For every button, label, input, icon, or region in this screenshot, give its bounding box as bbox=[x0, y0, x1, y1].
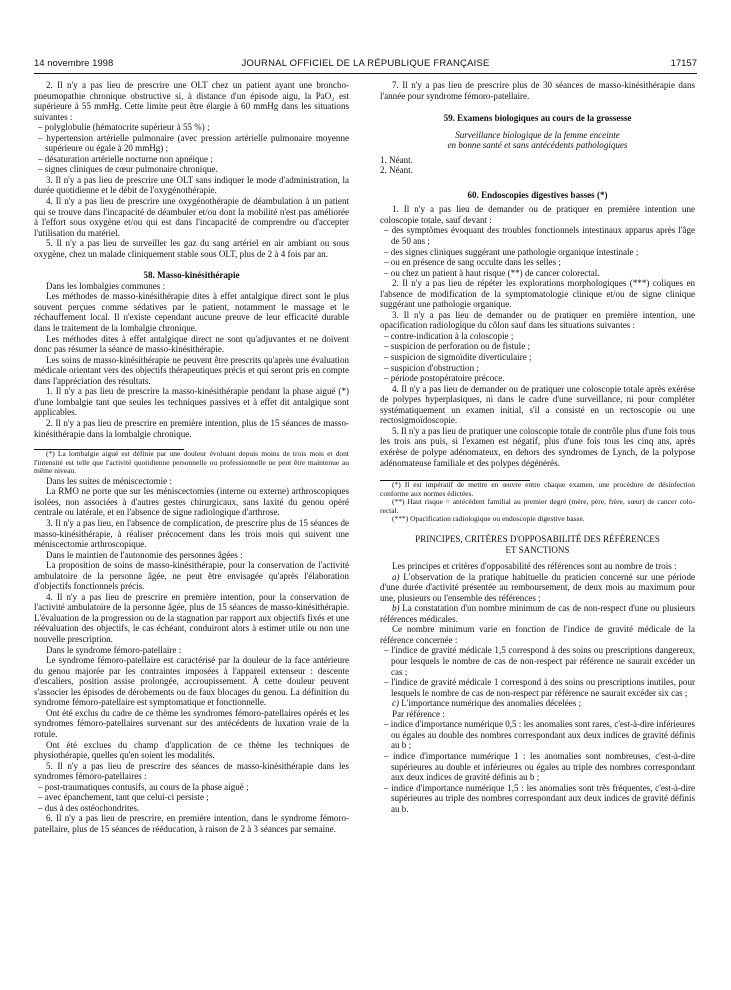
list-item: – suspicion de sigmoïdite diverticulaire ; bbox=[380, 352, 695, 363]
paragraph: Ont été exclues du champ d'application de ce thème les techniques de physiothérapie, quelles qu'en soient les modalités. bbox=[34, 739, 349, 761]
list-item: – indice d'importance numérique 1 : les anomalies sont nombreuses, c'est-à-dire supérieures au double et inférieures ou égales au triple des nombres correspondant aux deux indices de gravité définis au b ; bbox=[380, 751, 695, 783]
paragraph: 4. Il n'y a pas lieu de prescrire en première intention, pour la conservation de l'activité ambulatoire de la personne âgée, plus de 15 séances de masso-kinésithérapie. L'évaluation de la progression ou de la stagnation par rapport aux objectifs fixés et une réévaluation des objectifs, le cas échéant, conduiront alors à estimer utile ou non une nouvelle prescription. bbox=[34, 591, 349, 645]
item-letter: b) bbox=[392, 603, 400, 614]
list-item: – dus à des ostéochondrites. bbox=[34, 803, 349, 814]
principles-heading: PRINCIPES, CRITÈRES D'OPPOSABILITÉ DES RÉFÉRENCES bbox=[415, 534, 660, 545]
list-item: – désaturation artérielle nocturne non apnéique ; bbox=[34, 154, 349, 165]
page-header bbox=[34, 58, 697, 72]
principles-heading: ET SANCTIONS bbox=[505, 544, 570, 555]
paragraph: 2. Il n'y a pas lieu de répéter les explorations morphologiques (***) coliques en l'absence de modification de la symptomatologie clinique et/ou de signe clinique suggérant une pathologie organique. bbox=[380, 278, 695, 310]
list-item: – suspicion d'obstruction ; bbox=[380, 363, 695, 374]
paragraph: Le syndrome fémoro-patellaire est caractérisé par la douleur de la face antérieure du genou majorée par les contraintes imposées à l'appareil extenseur : descente d'escaliers, position assise prolongée, accroupissement. À cette douleur peuvent s'associer les épisodes de dérobements ou de faux blocages du genou. La définition du syndrome fémoro-patellaire est symptomatique et fonctionnelle. bbox=[34, 655, 349, 708]
list-item: – l'indice de gravité médicale 1 correspond à des soins ou prescriptions inutiles, pour lesquels le nombre de cas de non-respect par référence ne saurait excéder six cas ; bbox=[380, 677, 695, 698]
paragraph: 3. Il n'y a pas lieu de prescrire une OLT sans indiquer le mode d'administration, la durée quotidienne et le débit de l'oxygénothérapie. bbox=[34, 174, 349, 196]
paragraph: Dans les suites de méniscectomie : bbox=[46, 475, 172, 486]
subheading: en bonne santé et sans antécédents pathologiques bbox=[447, 140, 628, 151]
list-opacification-situations bbox=[380, 331, 695, 384]
paragraph: 1. Il n'y a pas lieu de prescrire la masso-kinésithérapie pendant la phase aiguë (*) d'une lombalgie tant que seules les techniques passives et à effet dit antalgique sont applicables. bbox=[34, 386, 349, 418]
paragraph: 6. Il n'y a pas lieu de prescrire, en première intention, dans le syndrome fémoro-patellaire, plus de 15 séances de rééducation, à raison de 2 à 3 séances par semaine. bbox=[34, 813, 349, 834]
header-page-number: 17157 bbox=[670, 58, 697, 69]
item-none: 2. Néant. bbox=[380, 165, 413, 176]
item-letter: a) bbox=[392, 571, 400, 582]
list-item: – l'indice de gravité médicale 1,5 correspond à des soins ou prescriptions dangereux, pour lesquels le nombre de cas de non-respect par référence ne saurait excéder un cas ; bbox=[380, 645, 695, 677]
header-date: 14 novembre 1998 bbox=[34, 58, 114, 69]
paragraph: 2. Il n'y a pas lieu de prescrire une OLT chez un patient ayant une broncho-pneumopathie chronique obstructive si, à distance d'un épisode aigu, la PaO₂ est supérieure à 55 mmHg. Cette limite peut être élargie à 60 mmHg dans les situations suivantes : bbox=[34, 80, 349, 122]
item-letter: c) bbox=[392, 698, 400, 709]
paragraph: Les soins de masso-kinésithérapie ne peuvent être prescrits qu'après une évaluation médicale orientant vers des objectifs thérapeutiques précis et qui seront pris en compte dans l'appréciation des résultats. bbox=[34, 354, 349, 386]
list-item: – ou chez un patient à haut risque (**) de cancer colorectal. bbox=[380, 268, 695, 279]
list-oxygen-conditions bbox=[34, 122, 349, 175]
right-column bbox=[380, 80, 695, 814]
paragraph: 7. Il n'y a pas lieu de prescrire plus de 30 séances de masso-kinésithérapie dans l'année pour syndrome fémoro-patellaire. bbox=[380, 80, 695, 101]
paragraph: Ce nombre minimum varie en fonction de l'indice de gravité médicale de la référence concernée : bbox=[380, 624, 695, 645]
paragraph: Dans le syndrome fémoro-patellaire : bbox=[46, 644, 182, 655]
paragraph: La proposition de soins de masso-kinésithérapie, pour la conservation de l'activité ambulatoire de la personne âgée, ne peut être envisagée qu'après l'élaboration d'objectifs fonctionnels précis. bbox=[34, 560, 349, 592]
paragraph bbox=[380, 603, 695, 624]
section-heading-60: 60. Endoscopies digestives basses (*) bbox=[467, 189, 608, 200]
paragraph bbox=[380, 572, 695, 604]
list-item: – indice d'importance numérique 0,5 : les anomalies sont rares, c'est-à-dire inférieures ou égales au double des nombres correspondant aux deux indices de gravité définis au b ; bbox=[380, 719, 695, 751]
list-item: – des signes cliniques suggérant une pathologie organique intestinale ; bbox=[380, 247, 695, 258]
paragraph: 5. Il n'y a pas lieu de pratiquer une coloscopie totale de contrôle plus d'une fois tous les trois ans puis, si l'examen est négatif, plus d'une fois tous les cinq ans, après exérèse de polype adénomateux, en dehors des syndromes de Lynch, de la polypose adénomateuse familiale et des polypes dégénérés. bbox=[380, 425, 695, 468]
section-heading-59: 59. Examens biologiques au cours de la grossesse bbox=[443, 113, 632, 124]
paragraph: Les principes et critères d'opposabilité des références sont au nombre de trois : bbox=[392, 561, 677, 572]
paragraph: Les méthodes de masso-kinésithérapie dites à effet antalgique direct sont le plus souvent perçues comme sédatives par le patient, notamment le massage et le réchauffement local. Il n'existe cependant aucune preuve de leur efficacité durable dans le traitement de la lombalgie chronique. bbox=[34, 291, 349, 334]
paragraph: 5. Il n'y a pas lieu de surveiller les gaz du sang artériel en air ambiant ou sous oxygène, chez un malade cliniquement stable sous OLT, plus de 2 à 4 fois par an. bbox=[34, 238, 349, 259]
paragraph bbox=[380, 698, 695, 709]
header-rule bbox=[34, 73, 697, 74]
footnote: (***) Opacification radiologique ou endoscopie digestive basse. bbox=[392, 514, 585, 524]
paragraph: 5. Il n'y a pas lieu de prescrire des séances de masso-kinésithérapie dans les syndromes fémoro-patellaires : bbox=[34, 760, 349, 782]
paragraph: 2. Il n'y a pas lieu de prescrire en première intention, plus de 15 séances de masso-kinésithérapie dans la lombalgie chronique. bbox=[34, 417, 349, 439]
list-item: – post-traumatiques contusifs, au cours de la phase aiguë ; bbox=[34, 782, 349, 793]
paragraph: 4. Il n'y a pas lieu de demander ou de pratiquer une coloscopie totale après exérèse de polypes hyperplasiques, ni dans le cadre d'une surveillance, ni pour compléter systématiquement un examen initial, s'il a consisté en un rectoscopie ou une rectosigmoïdoscopie. bbox=[380, 383, 695, 426]
list-item: – indice d'importance numérique 1,5 : les anomalies sont très fréquentes, c'est-à-dire supérieures au triple des nombres correspondant aux deux indices de gravité définis au b. bbox=[380, 783, 695, 815]
header-title: JOURNAL OFFICIEL DE LA RÉPUBLIQUE FRANÇAISE bbox=[241, 58, 490, 69]
list-item: – hypertension artérielle pulmonaire (avec pression artérielle pulmonaire moyenne supérieure ou égale à 20 mmHg) ; bbox=[34, 133, 349, 154]
paragraph: Ont été exclus du cadre de ce thème les syndromes fémoro-patellaires opérés et les syndromes fémoro-patellaires survenant sur des antécédents de luxation vraie de la rotule. bbox=[34, 707, 349, 739]
list-coloscopy-indications bbox=[380, 225, 695, 278]
item-text: L'observation de la pratique habituelle du praticien concerné sur une période d'une durée d'activité présentée au remboursement, de deux mois au maximum pour une, plusieurs ou l'ensemble des références ; bbox=[380, 571, 695, 603]
list-item: – signes cliniques de cœur pulmonaire chronique. bbox=[34, 164, 349, 175]
paragraph: 1. Il n'y a pas lieu de demander ou de pratiquer en première intention une coloscopie totale, sauf devant : bbox=[380, 204, 695, 225]
item-text: La constatation d'un nombre minimum de cas de non-respect d'une ou plusieurs références médicales. bbox=[380, 603, 695, 624]
paragraph: La RMO ne porte que sur les méniscectomies (interne ou externe) arthroscopiques isolées, non associées à d'autres gestes chirurgicaux, sans laxité du genou opéré centrale ou latérale, et en l'absence de signe radiologique d'arthrose. bbox=[34, 486, 349, 518]
list-femoro-patellar bbox=[34, 782, 349, 814]
list-item: – ou en présence de sang occulte dans les selles ; bbox=[380, 257, 695, 268]
list-item: – suspicion de perforation ou de fistule ; bbox=[380, 341, 695, 352]
list-gravity-indices bbox=[380, 645, 695, 698]
list-item: – avec épanchement, tant que celui-ci persiste ; bbox=[34, 792, 349, 803]
list-item: – contre-indication à la coloscopie ; bbox=[380, 331, 695, 342]
paragraph: 3. Il n'y a pas lieu, en l'absence de complication, de prescrire plus de 15 séances de masso-kinésithérapie, à réaliser précocement dans les trois mois qui suivent une méniscectomie arthroscopique. bbox=[34, 518, 349, 550]
paragraph: Par référence : bbox=[392, 708, 445, 719]
paragraph: 3. Il n'y a pas lieu de demander ou de pratiquer en première intention, une opacification radiologique du côlon sauf dans les situations suivantes : bbox=[380, 309, 695, 331]
list-item: – des symptômes évoquant des troubles fonctionnels intestinaux apparus après l'âge de 50 ans ; bbox=[380, 225, 695, 246]
paragraph: Dans le maintien de l'autonomie des personnes âgées : bbox=[46, 549, 243, 560]
subheading: Surveillance biologique de la femme enceinte bbox=[455, 129, 620, 140]
paragraph: 4. Il n'y a pas lieu de prescrire une oxygénothérapie de déambulation à un patient qui se trouve dans l'incapacité de déambuler et/ou dont la mobilité n'est pas améliorée à l'effort sous oxygène et/ou qui est dans l'incapacité de comprendre ou d'accepter l'utilisation du matériel. bbox=[34, 196, 349, 238]
list-importance-indices bbox=[380, 719, 695, 814]
item-none: 1. Néant. bbox=[380, 154, 413, 165]
footnote: (*) La lombalgie aiguë est définie par une douleur évoluant depuis moins de trois mois et dont l'intensité est telle que l'activité quotidienne personnelle ou professionnelle ne peut être maintenue au même niveau. bbox=[34, 449, 349, 476]
left-column bbox=[34, 80, 349, 834]
footnote: (*) Il est impératif de mettre en œuvre entre chaque examen, une procédure de désinfection conforme aux normes édictées. bbox=[380, 480, 695, 498]
list-item: – période postopératoire précoce. bbox=[380, 373, 695, 384]
list-item: – polyglobulie (hématocrite supérieur à 55 %) ; bbox=[34, 122, 349, 133]
footnote: (**) Haut risque = antécédent familial au premier degré (mère, père, frère, sœur) de cancer colo-rectal. bbox=[380, 497, 695, 515]
paragraph: Les méthodes dites à effet antalgique direct ne sont qu'adjuvantes et ne doivent donc pas résumer la séance de masso-kinésithérapie. bbox=[34, 333, 349, 355]
item-text: L'importance numérique des anomalies décelées ; bbox=[399, 698, 582, 709]
paragraph: Dans les lombalgies communes : bbox=[46, 280, 166, 291]
section-heading-58: 58. Masso-kinésithérapie bbox=[143, 270, 240, 281]
